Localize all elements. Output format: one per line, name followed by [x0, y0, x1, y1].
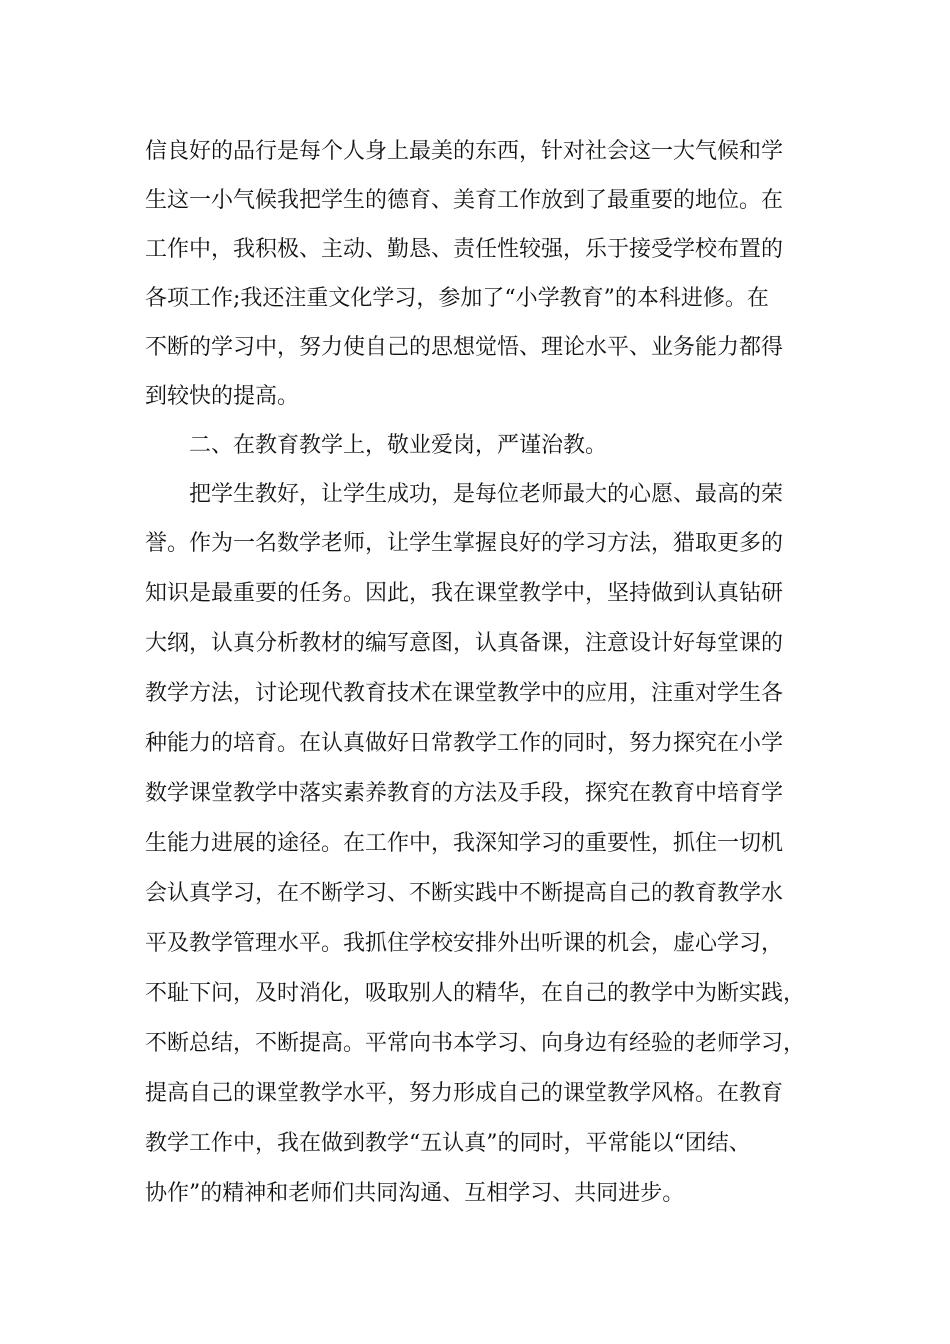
paragraph-line: 不耻下问，及时消化，吸取别人的精华，在自己的教学中为断实践，	[145, 981, 806, 1006]
paragraph-line: 会认真学习，在不断学习、不断实践中不断提高自己的教育教学水	[145, 881, 784, 906]
paragraph-line: 信良好的品行是每个人身上最美的东西，针对社会这一大气候和学	[145, 139, 784, 164]
paragraph-line: 提高自己的课堂教学水平，努力形成自己的课堂教学风格。在教育	[145, 1081, 784, 1106]
paragraph-line: 誉。作为一名数学老师，让学生掌握良好的学习方法，猎取更多的	[145, 531, 784, 556]
paragraph-line: 协作”的精神和老师们共同沟通、互相学习、共同进步。	[145, 1181, 685, 1206]
paragraph-line: 数学课堂教学中落实素养教育的方法及手段，探究在教育中培育学	[145, 781, 784, 806]
paragraph-line: 工作中，我积极、主动、勤恳、责任性较强，乐于接受学校布置的	[145, 237, 784, 262]
section-heading: 二、在教育教学上，敬业爱岗，严谨治教。	[189, 433, 608, 458]
paragraph-line: 到较快的提高。	[145, 384, 300, 409]
paragraph-line: 生能力进展的途径。在工作中，我深知学习的重要性，抓住一切机	[145, 831, 784, 856]
paragraph-line: 把学生教好，让学生成功，是每位老师最大的心愿、最高的荣	[189, 482, 784, 507]
paragraph-line: 生这一小气候我把学生的德育、美育工作放到了最重要的地位。在	[145, 188, 784, 213]
paragraph-line: 各项工作;我还注重文化学习，参加了“小学教育”的本科进修。在	[145, 286, 769, 311]
paragraph-line: 不断总结，不断提高。平常向书本学习、向身边有经验的老师学习，	[145, 1031, 806, 1056]
paragraph-line: 不断的学习中，努力使自己的思想觉悟、理论水平、业务能力都得	[145, 335, 784, 360]
paragraph-line: 大纲，认真分析教材的编写意图，认真备课，注意设计好每堂课的	[145, 631, 784, 656]
paragraph-line: 平及教学管理水平。我抓住学校安排外出听课的机会，虚心学习，	[145, 931, 784, 956]
paragraph-line: 种能力的培育。在认真做好日常教学工作的同时，努力探究在小学	[145, 731, 784, 756]
paragraph-line: 知识是最重要的任务。因此，我在课堂教学中，坚持做到认真钻研	[145, 581, 784, 606]
paragraph-line: 教学方法，讨论现代教育技术在课堂教学中的应用，注重对学生各	[145, 681, 784, 706]
paragraph-line: 教学工作中，我在做到教学“五认真”的同时，平常能以“团结、	[145, 1131, 751, 1156]
